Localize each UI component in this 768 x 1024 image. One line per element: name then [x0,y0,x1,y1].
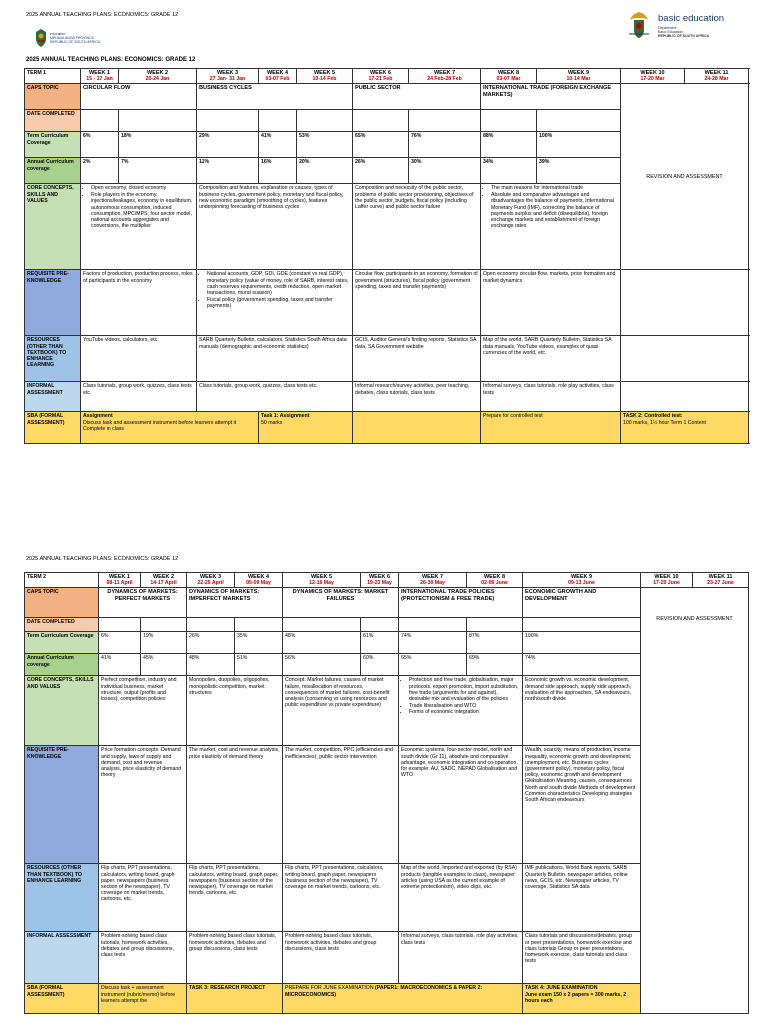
sba-task2 [621,412,749,444]
req-trade-policies: Economic systems, four-sector model, north and south divide (Gr 11), absolute and comparative advantage, economic integration and co-operation, for example: AU, SADC, NEPAD Globalisation and WTO [399,746,523,864]
week-number: WEEK 2 [146,70,169,76]
topic-circular-flow: CIRCULAR FLOW [81,84,197,110]
res-public-sector: GCIS, Auditor General's finding reports, Statistics SA data, SA Government website [353,336,481,382]
week-dates: 19-23 May [367,580,392,587]
term1-week-11 [685,69,749,84]
term1-week-3 [197,69,259,84]
core-trade-policies [399,676,523,746]
res-perfect-markets: Flip charts, PPT presentations, calculators, writing board, graph paper, newspapers (business section of the newspaper), TV coverage on market trends, cartoons, etc. [99,864,187,932]
date-cell [119,110,197,132]
basic-education-logo [626,10,746,44]
coverage-value: 29% [197,132,259,158]
date-cell [481,110,537,132]
term1-label: TERM 1 [25,69,81,84]
topic-business-cycles: BUSINESS CYCLES [197,84,353,110]
res-international-trade: Map of the world, SARB Quarterly Bulletin, Statistics SA data manuals, YouTube videos, examples of quasi currencies of the world, etc. [481,336,621,382]
informal-label: INFORMAL ASSESSMENT [25,382,81,412]
coverage-value: 41% [259,132,297,158]
sba-prepare-june [283,984,523,1014]
term1-week-5 [297,69,353,84]
coverage-value: 18% [119,132,197,158]
coverage-value: 34% [481,158,537,184]
res-imperfect-markets: Flip charts, PPT presentations, calculators, writing board, graph paper, newspapers (business section of the newspaper), TV coverage on market trends, cartoons, etc. [187,864,283,932]
annual-coverage-label: Annual Curriculum coverage [25,158,81,184]
left-logo-line2: MPUMALANGA PROVINCE [50,36,94,40]
term2-date-row [25,618,749,632]
req-international-trade: Open economy circular flow, markets, price formation and market dynamics [481,270,621,336]
date-cell [259,110,297,132]
inf-economic-growth: Class tutorials and discussions/debates, group or peer presentations, homework exercise and class tutorials Group or peer presentations, homework exercise, class tutorials and class tests [523,932,641,984]
term2-caps-row [25,588,749,618]
res-trade-policies: Map of the world, Imported and exported (by RSA) products (tangible examples to class), newspaper articles (using USA as the current example of extreme protectionism), video clips, etc. [399,864,523,932]
topic-economic-growth: ECONOMIC GROWTH AND DEVELOPMENT [523,588,641,618]
coverage-value: 6% [99,632,141,654]
term1-table [24,68,749,444]
sba-prepare-title: PREPARE FOR JUNE EXAMINATION [285,985,374,992]
term1-revision-cell: REVISION AND ASSESSMENT [621,84,749,270]
inf-circular-flow: Class tutorials, group work, quizzes, class tests etc. [81,382,197,412]
week-dates: 27 Jan- 31 Jan [209,76,246,83]
date-cell [361,618,399,632]
brand-sub-line2: Basic Education [658,30,684,34]
week-number: WEEK 9 [567,70,590,76]
coverage-value: 56% [283,654,361,676]
term1-req-row [25,270,749,336]
term1-week-9 [537,69,621,84]
page-header [0,0,768,78]
term2-week-2 [141,573,187,588]
req-circular-flow: Factors of production, production process, roles of participants in the economy [81,270,197,336]
res-circular-flow: YouTube videos, calculators, etc. [81,336,197,382]
sba-task2-text: 100 marks, 1½ hour Term 1 Content [623,419,706,426]
inf-imperfect-markets: Problem-solving based class tutorials, homework activities, debates and group discussions, class tests [187,932,283,984]
core-international-trade [481,184,621,270]
informal-label: INFORMAL ASSESSMENT [25,932,99,984]
coverage-value: 6% [81,132,119,158]
req-economic-growth: Wealth, scarcity, means of production, income inequality, economic growth and development, unemployment, etc. Business cycles (government policy), monetary policy, fiscal policy, economic growth and development Globalisation Meaning, causes, consequences North and south divide Methods of development Common characteristics Developing strategies South African endeavours [523,746,641,864]
sba-task1 [259,412,353,444]
week-dates: 17-21 Feb [368,76,393,83]
sba-discuss: Discuss task + assessment instrument (rubric/memo) before learners attempt the [99,984,187,1014]
brand-name: basic education [658,13,725,24]
coverage-value: 26% [187,632,235,654]
week-number: WEEK 7 [433,70,456,76]
term2-week-6 [361,573,399,588]
req-imperfect-markets: The market, cost and revenue analysis, price elasticity of demand theory [187,746,283,864]
topic-perfect-markets: DYNAMICS OF MARKETS: PERFECT MARKETS [99,588,187,618]
inf-perfect-markets: Problem-solving based class tutorials, homework activities, debates and group discussions, class tests [99,932,187,984]
date-cell [187,618,235,632]
coverage-value: 48% [187,654,235,676]
term1-week-2 [119,69,197,84]
core-item: • Absolute and comparative advantages and disadvantages the balance of payments, International Monetary Fund (IMF), correcting the balance of payments surplus and deficit (disequilibria), foreign exchange markets and establishment of foreign exchange rates [491,192,618,229]
coverage-value: 19% [141,632,187,654]
term-coverage-label: Term Curriculum Coverage [25,132,81,158]
coverage-value: 53% [297,132,353,158]
res-economic-growth: IMF publications, World Bank reports, SARB Quarterly Bulletin, newspaper articles, online news, GCIS, etc. Newspaper articles, TV coverage, Statistics SA data [523,864,641,932]
resources-label: RESOURCES (OTHER THAN TEXTBOOK) TO ENHANCE LEARNING [25,864,99,932]
week-dates: 03-07 Feb [265,76,290,83]
inf-international-trade: Informal surveys, class tutorials, role play activities, class tests [481,382,621,412]
sba-task1-title: Task 1: Assignment [261,413,310,420]
annual-coverage-label: Annual Curriculum coverage [25,654,99,676]
week-number: WEEK 5 [313,70,336,76]
core-business-cycles: Composition and features, explanation or causes, types of business cycles, government policy, monetary and fiscal policy, new economic paradigm (smoothing of cycles), features underpinning forecasting of business cycles [197,184,353,270]
week-dates: 02-06 June [481,580,508,587]
core-concepts-label: CORE CONCEPTS, SKILLS AND VALUES [25,676,99,746]
term2-label: TERM 2 [25,573,99,588]
term2-week-1 [99,573,141,588]
coverage-value: 39% [537,158,621,184]
term2-week-5 [283,573,361,588]
term1-week-8 [481,69,537,84]
term2-req-row [25,746,749,864]
core-public-sector: Composition and necessity of the public sector, problems of public sector provisioning, objectives of the public sector, budgets, fiscal policy (including Laffer curve) and public sector failure [353,184,481,270]
coat-of-arms-icon [34,28,48,48]
week-number: WEEK 5 [310,574,333,580]
requisite-label: REQUISITE PRE-KNOWLEDGE [25,270,81,336]
term1-header-row [25,69,749,84]
week-number: WEEK 1 [108,574,131,580]
brand-sub-line3: REPUBLIC OF SOUTH AFRICA [658,34,710,38]
topic-public-sector: PUBLIC SECTOR [353,84,481,110]
coverage-value: 65% [353,132,409,158]
coverage-value: 69% [467,654,523,676]
left-logo-line1: education [50,32,66,36]
date-cell [467,618,523,632]
sba-prepare-papers: (PAPER1: MACROECONOMICS & PAPER 2: MICROECONOMICS) [285,985,483,998]
sba-label: SBA (FORMAL ASSESSMENT) [25,412,81,444]
week-number: WEEK 9 [570,574,593,580]
coverage-value: 48% [283,632,361,654]
table-title: 2025 ANNUAL TEACHING PLANS: ECONOMICS: GRADE 12 [26,57,196,63]
term1-week-6 [353,69,409,84]
core-item: • Protection and free trade, globalisation, major protocols, export promotion, import substitution, free trade (arguments for and against), desirable mix and evaluation of the policies [409,677,520,702]
sba-prepare: Prepare for controlled test [481,412,621,444]
term2-week-8 [467,573,523,588]
res-market-failures: Flip charts, PPT presentations, calculators, writing board, graph paper, newspapers (business section of the newspaper), TV coverage on market trends, cartoons, etc. [283,864,399,932]
term1-week-7 [409,69,481,84]
term-coverage-label: Term Curriculum Coverage [25,632,99,654]
sba-task4-title: TASK 4: JUNE EXAMINATION [525,985,598,992]
topic-imperfect-markets: DYNAMICS OF MARKETS: IMPERFECT MARKETS [187,588,283,618]
week-dates: 09-13 June [568,580,595,587]
date-cell [99,618,141,632]
coverage-value: 100% [537,132,621,158]
empty-cell [621,270,749,336]
coverage-value: 61% [361,632,399,654]
core-perfect-markets: Perfect competition, industry and individual business, market structure, output (profits and losses), competition policies [99,676,187,746]
coverage-value: 76% [409,132,481,158]
date-cell [409,110,481,132]
coverage-value: 45% [141,654,187,676]
week-number: WEEK 7 [421,574,444,580]
week-dates: 12-16 May [309,580,334,587]
term2-header-row [25,573,749,588]
coverage-value: 7% [119,158,197,184]
left-logo-line3: REPUBLIC OF SOUTH AFRICA [50,40,101,44]
coverage-value: 35% [235,632,283,654]
empty-cell [621,382,749,412]
topic-trade-policies: INTERNATIONAL TRADE POLICIES (PROTECTIONISM & FREE TRADE) [399,588,523,618]
sba-task4 [523,984,641,1014]
week-number: WEEK 6 [369,70,392,76]
term2-week-4 [235,573,283,588]
sba-task1-text: 50 marks [261,419,283,426]
week-dates: 26-30 May [420,580,445,587]
topic-market-failures: DYNAMICS OF MARKETS: MARKET FAILURES [283,588,399,618]
term1-week-4 [259,69,297,84]
core-imperfect-markets: Monopolies, duopolies, oligopolies, monopolistic competition, market structures [187,676,283,746]
week-dates: 14-17 April [150,580,177,587]
term1-res-row [25,336,749,382]
term2-week-3 [187,573,235,588]
week-number: WEEK 11 [708,574,733,580]
term2-revision-cell: REVISION AND ASSESSMENT [641,588,749,1014]
resources-label: RESOURCES (OTHER THAN TEXTBOOK) TO ENHANCE LEARNING [25,336,81,382]
coverage-value: 65% [399,654,467,676]
week-number: WEEK 10 [640,70,665,76]
week-dates: 10-14 Feb [312,76,337,83]
core-economic-growth: Economic growth vs. economic development, demand side approach, supply side approach, evaluation of the approaches, SA endeavours, north/south divide [523,676,641,746]
core-circular-flow [81,184,197,270]
empty-cell [621,336,749,382]
coverage-value: 60% [361,654,399,676]
sa-coat-of-arms-icon [626,10,652,40]
week-number: WEEK 8 [497,70,520,76]
coverage-value: 30% [409,158,481,184]
term2-tcc-row [25,632,749,654]
coverage-value: 88% [481,132,537,158]
sba-assignment-title: Assignment [83,413,113,420]
term1-sba-row [25,412,749,444]
term2-inf-row [25,932,749,984]
sba-task2-title: TASK 2: Controlled test: [623,413,683,420]
week-number: WEEK 4 [266,70,289,76]
date-cell [353,110,409,132]
week-number: WEEK 8 [483,574,506,580]
requisite-label: REQUISITE PRE-KNOWLEDGE [25,746,99,864]
sba-empty [353,412,481,444]
week-number: WEEK 11 [704,70,729,76]
caps-topic-label: CAPS TOPIC [25,84,81,110]
inf-business-cycles: Class tutorials, group work, quizzes, class tests etc. [197,382,353,412]
term2-week-9 [523,573,641,588]
term2-week-10 [641,573,693,588]
req-public-sector: Circular flow, participants in an economy, formation of government (structures), fiscal policy (government spending, taxes and transfer payments) [353,270,481,336]
term2-table [24,572,749,1014]
coverage-value: 87% [467,632,523,654]
week-dates: 23-27 June [707,580,734,587]
core-market-failures: Concept: Market failures, causes of market failure, misallocation of resources, consequences of market failures, cost-benefit analysis (conserving vs using resources and public expenditure vs private expenditure) [283,676,399,746]
coverage-value: 41% [99,654,141,676]
term2-res-row [25,864,749,932]
coverage-value: 16% [259,158,297,184]
inf-trade-policies: Informal surveys, class tutorials, role play activities, class tests [399,932,523,984]
date-cell [537,110,621,132]
core-concepts-label: CORE CONCEPTS, SKILLS AND VALUES [25,184,81,270]
mpumalanga-logo [34,28,104,50]
brand-subtitle [658,26,709,38]
week-dates: 05-09 May [246,580,271,587]
date-cell [197,110,259,132]
term1-week-10 [621,69,685,84]
res-business-cycles: SARB Quarterly Bulletin, calculators, Statistics South Africa data manuals (demographic and economic statistics) [197,336,353,382]
week-dates: 22-25 April [197,580,224,587]
req-market-failures: The market, competition, PPC (efficiencies and inefficiencies), public sector intervention [283,746,399,864]
sba-assignment [81,412,259,444]
week-dates: 10-14 Mar [566,76,591,83]
req-item: • Fiscal policy (government spending, taxes and transfer payments) [207,297,350,309]
coverage-value: 20% [297,158,353,184]
week-number: WEEK 3 [199,574,222,580]
date-cell [81,110,119,132]
date-cell [141,618,187,632]
term1-week-1 [81,69,119,84]
date-cell [283,618,361,632]
page2-title: 2025 ANNUAL TEACHING PLANS: ECONOMICS: GRADE 12 [26,556,179,562]
week-dates: 08-11 April [106,580,133,587]
date-cell [523,618,641,632]
week-number: WEEK 6 [368,574,391,580]
term1-inf-row [25,382,749,412]
document-header-title: 2025 ANNUAL TEACHING PLANS: ECONOMICS: GRADE 12 [26,12,179,18]
term2-week-7 [399,573,467,588]
coverage-value: 2% [81,158,119,184]
week-dates: 03-07 Mar [496,76,521,83]
date-cell [297,110,353,132]
core-item: • The main reasons for international trade [491,185,618,191]
week-dates: 17-20 June [653,580,680,587]
inf-public-sector: Informal research/survey activities, peer teaching, debates, class tutorials, class tests [353,382,481,412]
week-dates: 15 - 17 Jan [86,76,113,83]
date-completed-label: DATE COMPLETED [25,618,99,632]
term1-caps-row [25,84,749,110]
date-completed-label: DATE COMPLETED [25,110,81,132]
week-dates: 24-28 Mar [704,76,729,83]
date-cell [235,618,283,632]
left-logo-text [50,32,100,44]
sba-task4-text: June exam 150 x 2 papers = 300 marks, 2 hours each [525,991,627,1004]
term2-core-row [25,676,749,746]
coverage-value: 51% [235,654,283,676]
inf-market-failures: Problem-solving based class tutorials, homework activities, debates and group discussions, class tests [283,932,399,984]
caps-topic-label: CAPS TOPIC [25,588,99,618]
week-dates: 20-24 Jan [145,76,170,83]
brand-sub-line1: Department: [658,26,678,30]
req-perfect-markets: Price formation concepts: Demand and supply, laws of supply and demand, cost and revenue analysis, price elasticity of demand theory [99,746,187,864]
sba-label: SBA (FORMAL ASSESSMENT) [25,984,99,1014]
term2-sba-row [25,984,749,1014]
week-number: WEEK 1 [88,70,111,76]
req-business-cycles [197,270,353,336]
term2-week-11 [693,573,749,588]
week-dates: 24 Feb-28 Feb [427,76,462,83]
coverage-value: 100% [523,632,641,654]
coverage-value: 26% [353,158,409,184]
week-number: WEEK 3 [216,70,239,76]
date-cell [399,618,467,632]
week-number: WEEK 10 [654,574,679,580]
core-item: • Trade liberalisation and WTO [409,703,520,709]
req-item: • National accounts, GDP, GDI, GDE (constant vs real GDP), monetary policy (value of money, role of SARB, interest rates, cash reserves requirements, credit reduction, open market transactions, moral suasion) [207,271,350,296]
week-number: WEEK 2 [152,574,175,580]
sba-task3: TASK 3: RESEARCH PROJECT [187,984,283,1014]
coverage-value: 11% [197,158,259,184]
sba-assignment-text: Discuss task and assessment instrument before learners attempt it Complete in class [83,419,237,432]
coverage-value: 74% [523,654,641,676]
week-number: WEEK 4 [247,574,270,580]
core-item: • Role players in the economy, injections/leakages, economy in equilibrium, autonomous consumption, induced consumption, MPC/MPS, four sector model, national accounts aggregates and conversions, the multiplier [91,192,194,229]
topic-international-trade: INTERNATIONAL TRADE (FOREIGN EXCHANGE MARKETS) [481,84,621,110]
core-item: • Forms of economic integration [409,709,520,715]
coverage-value: 74% [399,632,467,654]
week-dates: 17-20 Mar [640,76,665,83]
term2-acc-row [25,654,749,676]
core-item: • Open economy, closed economy [91,185,194,191]
